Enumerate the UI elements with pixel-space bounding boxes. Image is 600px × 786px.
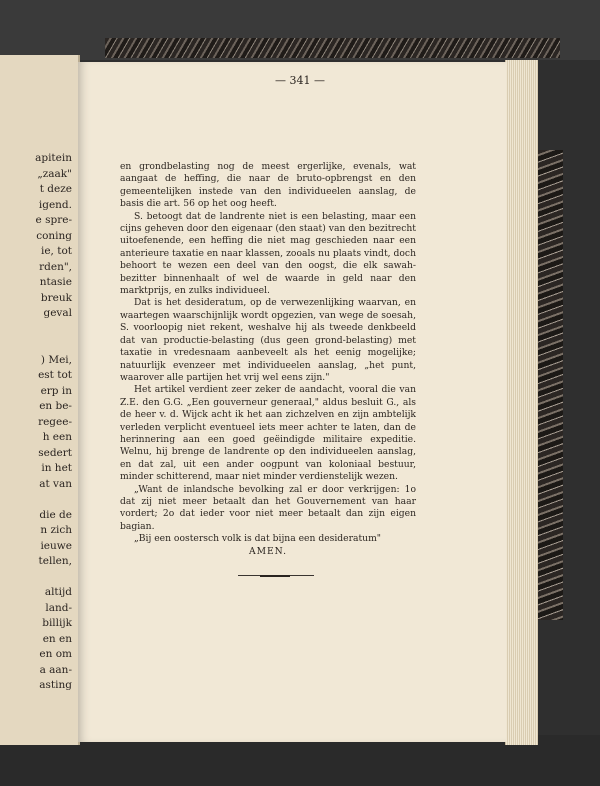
left-page-line: en be-	[39, 400, 72, 412]
body-text	[120, 161, 416, 558]
left-page-line: est tot	[38, 369, 72, 381]
left-page-line: sedert	[38, 446, 72, 459]
page-edges	[505, 60, 538, 745]
marbled-cover-right	[535, 150, 563, 620]
paragraph: Dat is het desideratum, op de verwezenlijking waarvan, en waartegen waarschijnlijk wordt opgezien, van wege de soesah, S. voorloopig niet rekent, weshalve hij als tweede denkbeeld dat van productie-belasting (dus geen grond-belasting) met taxatie in vredesnaam aanbeveelt als het eenig mogelijke; natuurlijk evenzeer met individueelen aanslag, „het punt, waarover alle partijen het vrij wel eens zijn."	[120, 297, 416, 383]
paragraph: Het artikel verdient zeer zeker de aandacht, vooral die van Z.E. den G.G. „Een gouverneur generaal," aldus besluit G., als de heer v. d. Wijck acht ik het aan zichzelven en zijn ambtelijk verleden verplicht eventueel iets meer achter te laten, dan de herinnering aan een goed geëindigde militaire expeditie. Welnu, hij brenge de landrente op den individueelen aanslag, en dat zal, uit een ander oogpunt van koloniaal bestuur, minder schitterend, maar niet minder verdienstelijk wezen.	[120, 384, 416, 483]
marbled-cover-top	[105, 38, 560, 58]
paragraph: „Want de inlandsche bevolking zal er door verkrijgen: 1o dat zij niet meer betaalt dan het Gouvernement van haar vordert; 2o dat ieder voor niet meer betaalt dan zijn eigen bagian.	[120, 483, 416, 532]
left-page-line: ntasie	[39, 276, 72, 288]
left-page-line: h een	[42, 431, 72, 443]
left-page-line: altijd	[44, 586, 72, 598]
left-page-line: rden",	[39, 260, 72, 273]
paragraph: „Bij een oostersch volk is dat bijna een desideratum"	[134, 533, 382, 545]
closing-word: AMEN.	[248, 545, 288, 557]
left-page-line: erp in	[40, 384, 72, 397]
paragraph: S. betoogt dat de landrente niet is een belasting, maar een cijns geheven door den eigenaar (den staat) van den bezitrecht uitoefenende, een heffing die niet mag geschieden naar een anterieure taxatie en naar klassen, zooals nu plaats vindt, doch behoort te wezen een deel van den oogst, die elk sawah-bezitter binnenhaalt of wel de waarde in geld naar den marktprijs, en zulks individueel.	[120, 210, 416, 297]
left-page-line: ieuwe	[40, 539, 72, 552]
page-number: — 341 —	[275, 74, 325, 87]
left-page-line: regee-	[38, 415, 72, 428]
left-page-line: ie, tot	[40, 245, 72, 257]
left-page-line: ) Mei,	[40, 353, 72, 366]
left-page-line: billijk	[42, 617, 72, 629]
left-page-line: die de	[39, 508, 72, 521]
left-page-line: asting	[39, 679, 72, 691]
left-page-line: in het	[41, 462, 72, 474]
left-page-line: coning	[36, 229, 72, 242]
left-page-line: at van	[39, 477, 72, 490]
closing-rule	[238, 575, 314, 576]
left-page-line: tellen,	[38, 555, 72, 567]
left-page-line: „zaak"	[37, 167, 72, 180]
left-page-line: n zich	[40, 524, 72, 536]
left-page-line: land-	[45, 601, 72, 614]
left-page-line: apitein	[35, 152, 72, 164]
left-page	[0, 55, 80, 745]
paragraph: en grondbelasting nog de meest ergerlijke, evenals, wat aangaat de heffing, die naar de bruto-opbrengst en den gemeentelijken instede van den individueelen aanslag, de basis die art. 56 op het oog heeft.	[120, 161, 416, 210]
left-page-line: geval	[43, 307, 72, 319]
left-page-line: a aan-	[39, 663, 72, 676]
left-page-line: breuk	[40, 291, 72, 304]
left-page-line: igend.	[38, 198, 72, 211]
left-page-line: en en	[42, 632, 72, 645]
left-page-line: e spre-	[35, 214, 72, 226]
left-page-line: en om	[39, 648, 72, 660]
left-page-line: t deze	[39, 183, 72, 195]
